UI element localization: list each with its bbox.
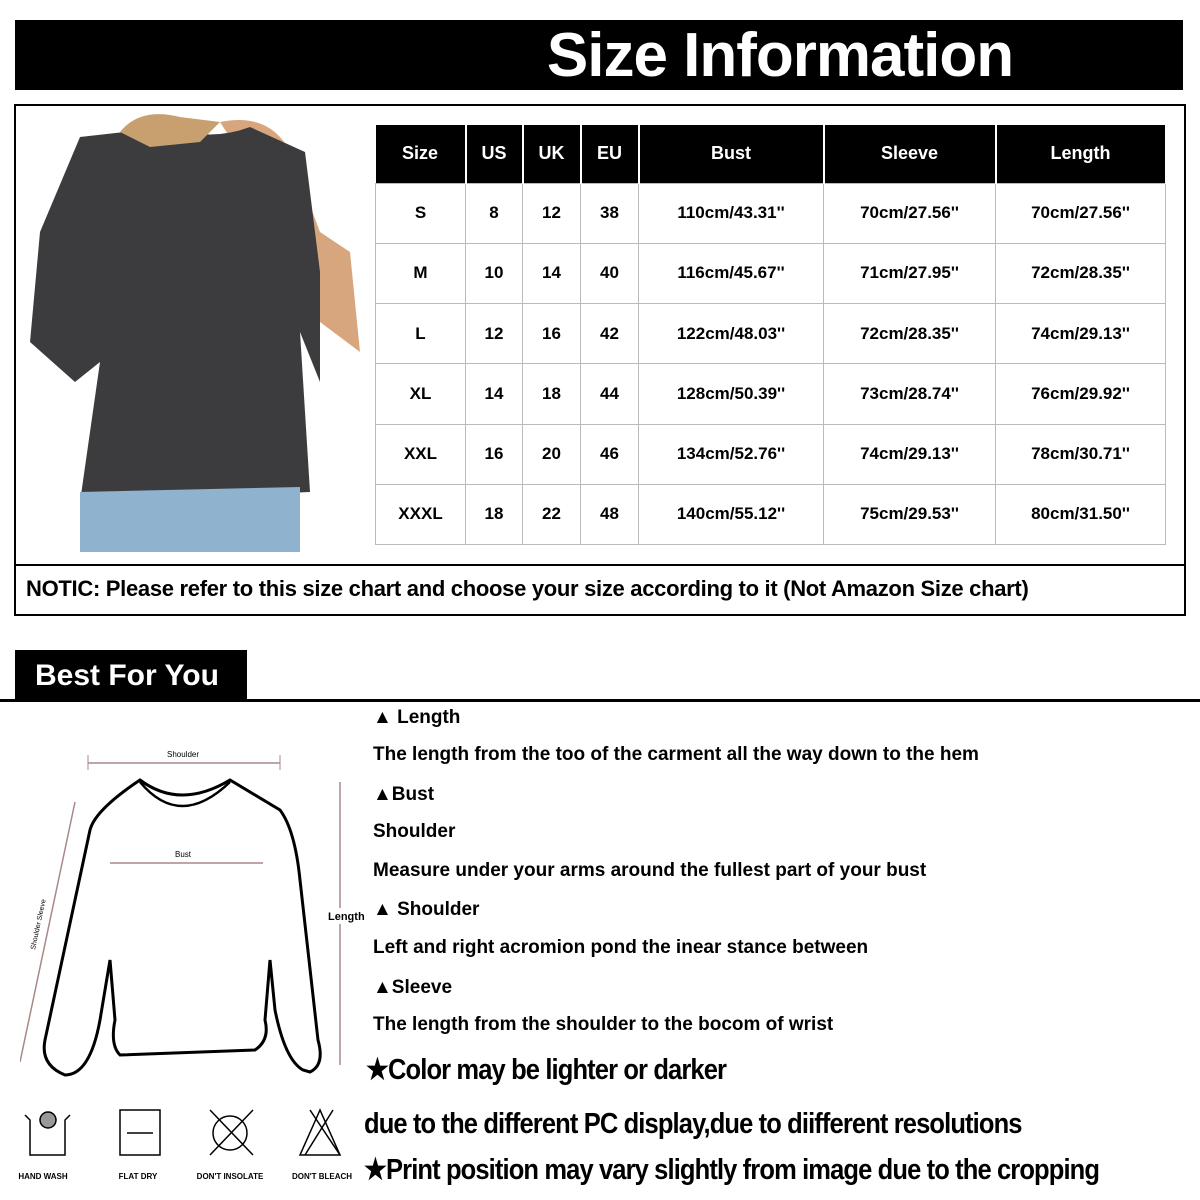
care-icons <box>15 1100 360 1170</box>
desc-line: ▲ Length <box>373 707 461 728</box>
table-cell: 110cm/43.31'' <box>639 183 824 243</box>
table-cell: 75cm/29.53'' <box>824 484 996 544</box>
table-cell: 14 <box>523 243 581 303</box>
care-label: FLAT DRY <box>118 1172 158 1181</box>
table-row <box>376 484 1166 544</box>
table-cell: 140cm/55.12'' <box>639 484 824 544</box>
table-cell: 20 <box>523 424 581 484</box>
desc-line: ▲ Shoulder <box>373 899 480 920</box>
length-label: Length <box>328 911 365 923</box>
desc-line: The length from the too of the carment all the way down to the hem <box>373 744 979 765</box>
table-row <box>376 364 1166 424</box>
flat-dry-icon <box>120 1110 160 1155</box>
desc-line: ▲Sleeve <box>373 977 453 998</box>
desc-line: The length from the shoulder to the bocom of wrist <box>373 1014 834 1035</box>
table-cell: 16 <box>466 424 523 484</box>
col-header: Length <box>996 125 1166 183</box>
table-cell: 74cm/29.13'' <box>824 424 996 484</box>
table-cell: 12 <box>523 183 581 243</box>
table-row <box>376 304 1166 364</box>
table-cell: 122cm/48.03'' <box>639 304 824 364</box>
table-cell: 8 <box>466 183 523 243</box>
table-cell: 40 <box>581 243 639 303</box>
table-cell: 134cm/52.76'' <box>639 424 824 484</box>
dont-insolate-icon <box>210 1110 253 1155</box>
table-header-row <box>376 125 1166 183</box>
sweatshirt-diagram <box>20 740 365 1080</box>
table-cell: XXXL <box>376 484 466 544</box>
col-header: Size <box>376 125 466 183</box>
care-label: DON'T INSOLATE <box>196 1172 264 1181</box>
table-cell: 42 <box>581 304 639 364</box>
col-header: Sleeve <box>824 125 996 183</box>
table-cell: 71cm/27.95'' <box>824 243 996 303</box>
table-row <box>376 424 1166 484</box>
table-cell: 10 <box>466 243 523 303</box>
table-row <box>376 183 1166 243</box>
care-label: DON'T BLEACH <box>291 1172 353 1181</box>
table-cell: XXL <box>376 424 466 484</box>
col-header: Bust <box>639 125 824 183</box>
table-cell: 116cm/45.67'' <box>639 243 824 303</box>
note-line: due to the different PC display,due to diifferent resolutions <box>364 1108 1022 1140</box>
table-cell: M <box>376 243 466 303</box>
page-title: Size Information <box>546 21 1014 90</box>
desc-line: Shoulder <box>373 821 456 842</box>
table-cell: XL <box>376 364 466 424</box>
hand-wash-icon <box>25 1112 70 1155</box>
table-cell: 16 <box>523 304 581 364</box>
bust-label: Bust <box>174 850 192 859</box>
table-cell: 48 <box>581 484 639 544</box>
col-header: US <box>466 125 523 183</box>
table-row <box>376 243 1166 303</box>
table-cell: 73cm/28.74'' <box>824 364 996 424</box>
table-cell: 70cm/27.56'' <box>996 183 1166 243</box>
table-cell: 70cm/27.56'' <box>824 183 996 243</box>
table-cell: S <box>376 183 466 243</box>
dont-bleach-icon <box>300 1110 340 1155</box>
shoulder-label: Shoulder <box>166 750 200 759</box>
desc-line: ▲Bust <box>373 784 435 805</box>
table-cell: L <box>376 304 466 364</box>
section-heading: Best For You <box>15 650 247 700</box>
table-cell: 72cm/28.35'' <box>996 243 1166 303</box>
col-header: EU <box>581 125 639 183</box>
table-cell: 44 <box>581 364 639 424</box>
care-label: HAND WASH <box>18 1172 68 1181</box>
col-header: UK <box>523 125 581 183</box>
desc-line: Measure under your arms around the fullest part of your bust <box>373 860 927 881</box>
divider <box>14 564 1186 566</box>
table-cell: 38 <box>581 183 639 243</box>
divider <box>0 699 1200 702</box>
table-cell: 18 <box>466 484 523 544</box>
table-cell: 72cm/28.35'' <box>824 304 996 364</box>
table-cell: 12 <box>466 304 523 364</box>
size-table <box>375 125 1167 545</box>
table-cell: 128cm/50.39'' <box>639 364 824 424</box>
table-cell: 18 <box>523 364 581 424</box>
table-cell: 74cm/29.13'' <box>996 304 1166 364</box>
sleeve-label: Shoulder Sleeve <box>30 898 48 951</box>
table-cell: 22 <box>523 484 581 544</box>
notice-text: NOTIC: Please refer to this size chart and choose your size according to it (Not Amazon Size chart) <box>26 576 1029 601</box>
table-cell: 76cm/29.92'' <box>996 364 1166 424</box>
note-line: ★Print position may vary slightly from image due to the cropping <box>364 1154 1100 1186</box>
note-line: ★Color may be lighter or darker <box>366 1054 727 1086</box>
product-photo <box>20 112 365 557</box>
desc-line: Left and right acromion pond the inear stance between <box>373 937 869 958</box>
table-cell: 80cm/31.50'' <box>996 484 1166 544</box>
table-cell: 78cm/30.71'' <box>996 424 1166 484</box>
table-cell: 14 <box>466 364 523 424</box>
table-cell: 46 <box>581 424 639 484</box>
